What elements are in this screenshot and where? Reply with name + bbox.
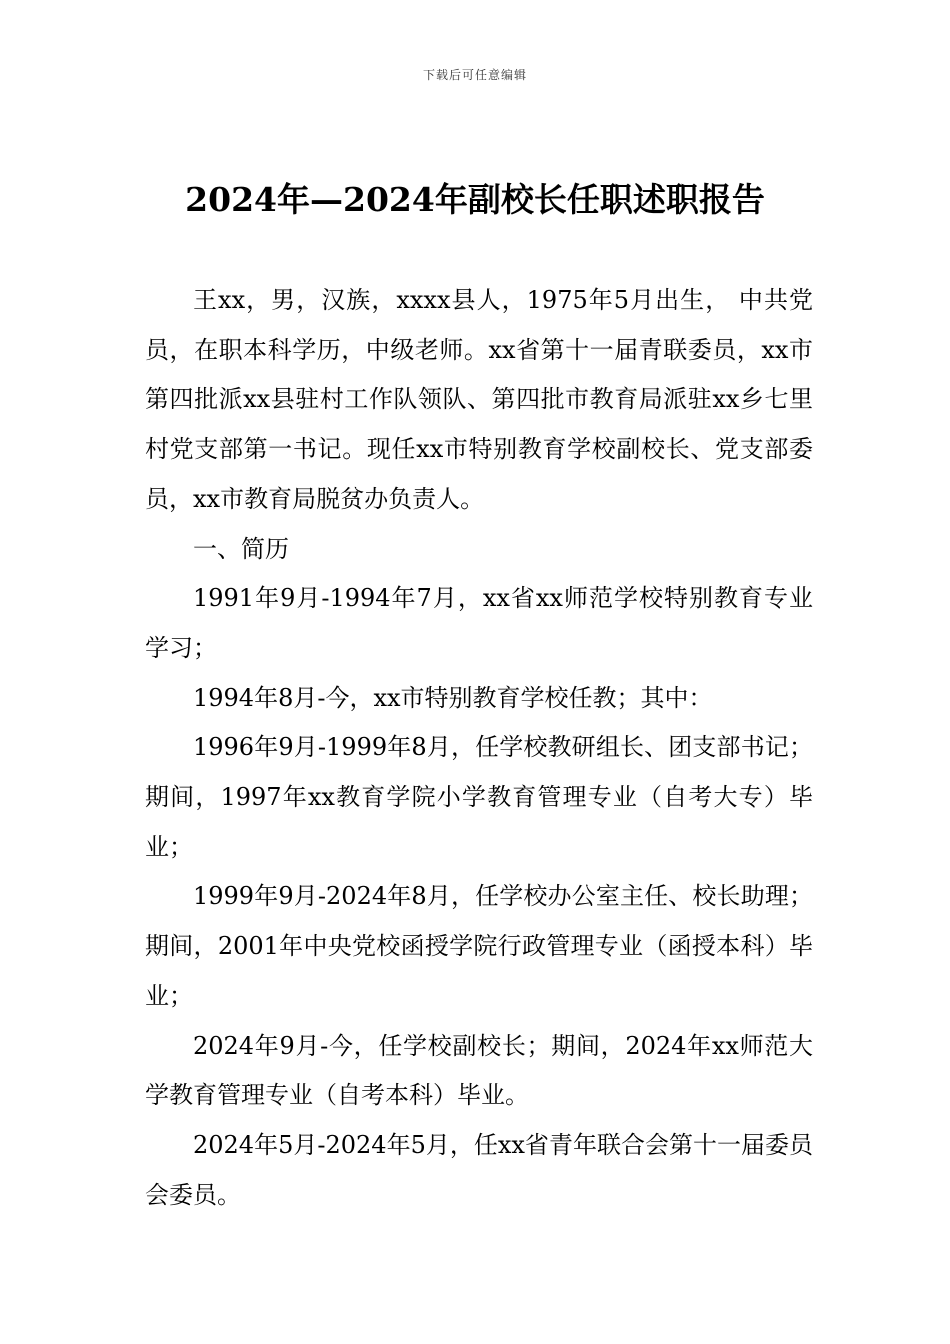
paragraph-resume-2024-vice-principal: 2024年9月-今，任学校副校长；期间，2024年xx师范大学教育管理专业（自考本科）毕业。: [145, 1031, 813, 1110]
paragraph-resume-1996: 1996年9月-1999年8月，任学校教研组长、团支部书记；期间，1997年xx教育学院小学教育管理专业（自考大专）毕业；: [145, 733, 813, 861]
document-title: 2024年—2024年副校长任职述职报告: [185, 180, 765, 219]
paragraph-resume-1994: 1994年8月-今，xx市特别教育学校任教；其中：: [193, 683, 713, 712]
paragraph-resume-1999: 1999年9月-2024年8月，任学校办公室主任、校长助理；期间，2001年中央党校函授学院行政管理专业（函授本科）毕业；: [145, 882, 813, 1010]
paragraph-intro: 王xx，男，汉族，xxxx县人，1975年5月出生， 中共党员，在职本科学历，中级老师。xx省第十一届青联委员，xx市第四批派xx县驻村工作队领队、第四批市教育局派驻xx乡七里村党支部第一书记。现任xx市特别教育学校副校长、党支部委员，xx市教育局脱贫办负责人。: [145, 286, 813, 513]
paragraph-resume-2024-committee: 2024年5月-2024年5月，任xx省青年联合会第十一届委员会委员。: [145, 1130, 813, 1209]
section-heading-resume: 一、简历: [193, 534, 289, 563]
document-body: [145, 276, 813, 1220]
paragraph-resume-1991: 1991年9月-1994年7月，xx省xx师范学校特别教育专业学习；: [145, 584, 813, 662]
header-note: 下载后可任意编辑: [422, 68, 527, 82]
